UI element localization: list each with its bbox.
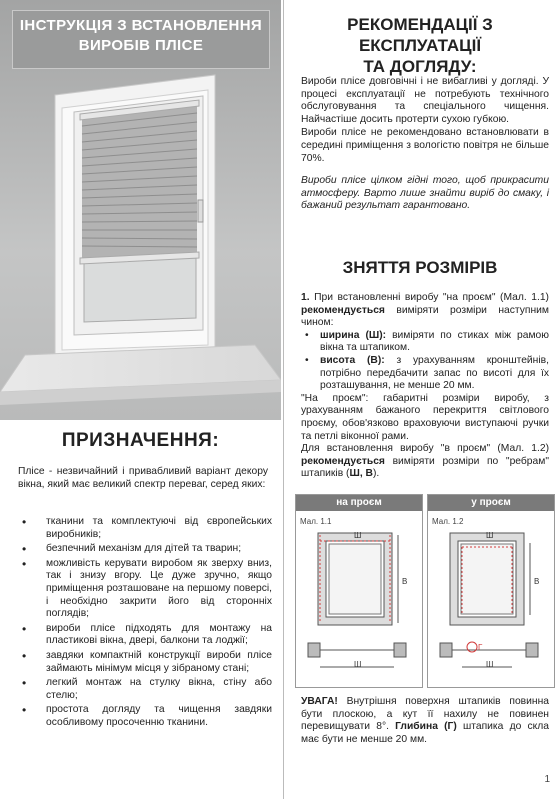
- title-line-2: ВИРОБІВ ПЛІСЕ: [78, 37, 204, 54]
- v-proem-text: ).: [372, 468, 380, 480]
- dim-height-label: В: [534, 577, 540, 586]
- height-text: з урахуванням кронштейнів, потрібно передбачити запас по висоті для їх розташування, не менше 20 мм.: [320, 354, 549, 392]
- dim-width-label: Ш: [486, 660, 494, 669]
- measurement-text: [301, 292, 549, 481]
- right-column: [284, 0, 556, 799]
- care-paragraph-1: Вироби пліcе довговічні і не вибагливі у догляді. У процесі експлуатації не потребують технічного обслуговування та спеціального чищення. Найчастіше досить протерти сухою губкою.: [301, 76, 549, 125]
- width-label: ширина (Ш):: [320, 329, 387, 341]
- v-proem-note: [301, 443, 549, 481]
- width-text: виміряти по стиках між рамою вікна та штапиком.: [320, 329, 549, 354]
- dim-depth-label: Г: [478, 643, 483, 652]
- care-paragraph-2: Вироби пліcе не рекомендовано встановлювати в середині приміщення з вологістю повітря не більше 70%.: [301, 127, 549, 164]
- dim-width-label: Ш: [354, 531, 362, 540]
- diagram-header: на проєм: [296, 495, 422, 511]
- list-item: [301, 355, 549, 393]
- features-list: [14, 516, 272, 732]
- warning-note: [301, 696, 549, 746]
- title-line-1: ІНСТРУКЦІЯ З ВСТАНОВЛЕННЯ: [19, 17, 263, 34]
- purpose-intro: Пліcе - незвичайний і привабливий варіант декору вікна, який має великий спектр переваг, серед яких:: [18, 466, 268, 490]
- na-proem-note: "На проєм": габаритні розміри виробу, з урахуванням бажаного перекриття світлового проєму, обов'язково враховуючи виступаючі ручки та петлі віконної рами.: [301, 392, 549, 442]
- diagram-header: у проєм: [428, 495, 554, 511]
- warning-label: УВАГА!: [301, 696, 338, 707]
- step-emphasis: рекомендується: [301, 304, 385, 316]
- care-text: [301, 76, 549, 213]
- list-item: • тканини та комплектуючі від європейських виробників;: [14, 516, 272, 541]
- v-proem-text: Для встановлення виробу "в проєм" (Мал. 1.2): [301, 443, 549, 455]
- care-heading: [284, 14, 556, 77]
- height-label: висота (В):: [320, 354, 385, 366]
- dim-height-label: В: [402, 577, 408, 586]
- diagram-caption: Мал. 1.2: [432, 517, 464, 526]
- v-proem-text: виміряти розміри по "ребрам" штапиків (: [301, 455, 549, 480]
- pleated-blind: [80, 100, 199, 264]
- list-item: • можливість керувати виробом як зверху вниз, так і знизу вгору. Це дуже зручно, якщо приміщення розташоване на першому поверсі, і необхідно закрити його від сторонніх поглядів;: [14, 558, 272, 621]
- step-text: При встановленні виробу "на проєм" (Мал. 1.1): [309, 292, 549, 303]
- dimension-list: [301, 330, 549, 393]
- instruction-title: [12, 10, 270, 69]
- diagram-u-proem: [427, 494, 555, 688]
- list-item: • простота догляду та чищення завдяки особливому просоченню тканини.: [14, 704, 272, 729]
- dim-width-label: Ш: [486, 531, 494, 540]
- warning-body: штапика до скла має бути не менше 20 мм.: [301, 721, 549, 745]
- list-item: • завдяки компактній конструкції вироби пліcе займають мінімум місця у зібраному стані;: [14, 650, 272, 675]
- list-item: • легкий монтаж на стулку вікна, стіну або стелю;: [14, 677, 272, 702]
- list-item: • вироби пліcе підходять для монтажу на пластикові вікна, двері, балкони та лоджії;: [14, 623, 272, 648]
- page-number: 1: [544, 774, 550, 785]
- care-paragraph-3: Вироби пліcе цілком гідні того, щоб прикрасити атмосферу. Варто лише знайти виріб до смаку, і бажаний результат гарантовано.: [301, 175, 549, 212]
- window-blind-photo: [0, 0, 281, 420]
- diagram-na-proem: [295, 494, 423, 688]
- warning-text: [301, 696, 549, 746]
- warning-body: Внутрішня поверхня штапиків повинна бути плоскою, а кут її нахилу не повинен перевищувати 8°.: [301, 696, 549, 733]
- step-number: 1.: [301, 292, 310, 303]
- v-proem-emphasis: рекомендується: [301, 455, 385, 467]
- diagram-caption: Мал. 1.1: [300, 517, 332, 526]
- list-item: • безпечний механізм для дітей та тварин;: [14, 543, 272, 556]
- measurement-step-1: [301, 292, 549, 330]
- care-heading-line-2: ТА ДОГЛЯДУ:: [363, 57, 477, 76]
- purpose-heading: ПРИЗНАЧЕННЯ:: [61, 430, 220, 451]
- v-proem-dims: Ш, В: [349, 468, 373, 480]
- care-heading-line-1: РЕКОМЕНДАЦІЇ З ЕКСПЛУАТАЦІЇ: [347, 15, 493, 55]
- warning-emphasis: Глибина (Г): [395, 721, 457, 733]
- step-text: виміряти розміри наступним чином:: [301, 304, 549, 329]
- measurement-heading: ЗНЯТТЯ РОЗМІРІВ: [342, 258, 498, 277]
- dim-width-label: Ш: [354, 660, 362, 669]
- list-item: [301, 330, 549, 355]
